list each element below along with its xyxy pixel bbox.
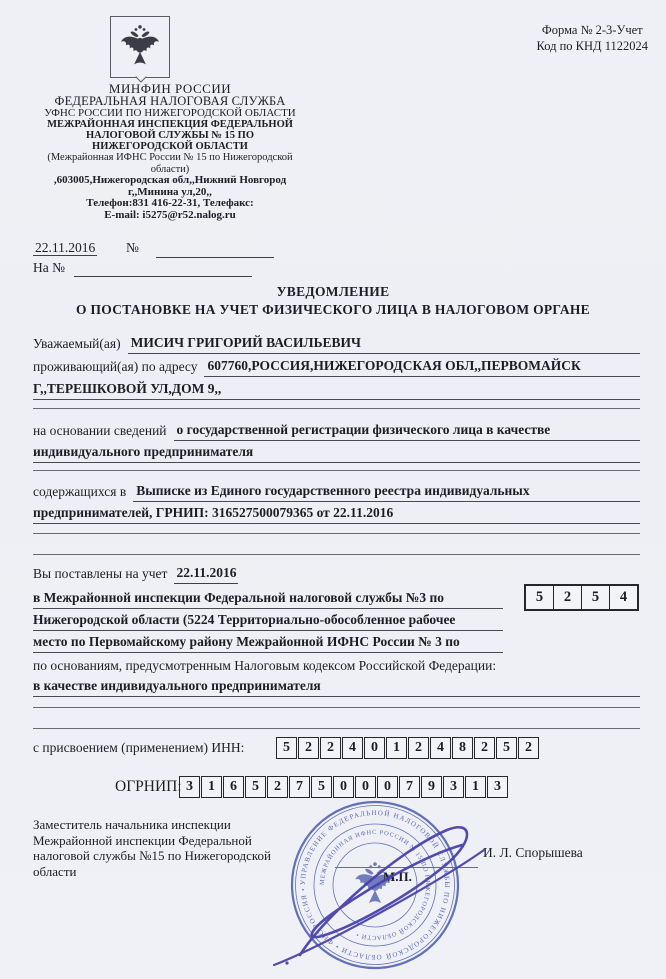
knd-code: Код по КНД 1122024	[536, 39, 648, 53]
basis-value-1: о государственной регистрации физического лица в качестве	[174, 420, 640, 441]
basis-value-2: индивидуального предпринимателя	[33, 442, 640, 463]
grounds-label: по основаниям, предусмотренным Налоговым кодексом Российской Федерации:	[33, 658, 497, 673]
authority-code-digit: 4	[609, 586, 637, 609]
ogrnip-digit: 3	[443, 776, 464, 798]
blank-ruled-line	[33, 687, 640, 708]
date-number-block	[33, 238, 293, 277]
signer-position-line: Межрайонной инспекции Федеральной	[33, 832, 252, 848]
contained-value-1: Выписке из Единого государственного реестра индивидуальных	[133, 481, 640, 502]
stamp-inner-ring-text: МЕЖРАЙОННАЯ ИФНС РОССИИ № 15 ПО НИЖЕГОРОДСКОЙ ОБЛАСТИ •	[318, 828, 432, 942]
inn-digit: 2	[298, 737, 319, 759]
grounds-label-line	[33, 655, 640, 676]
contained-line-1	[33, 481, 640, 502]
number-label: №	[126, 240, 139, 255]
ogrnip-label: ОГРНИП:	[115, 778, 182, 795]
inn-digit: 2	[474, 737, 495, 759]
inn-digit: 1	[386, 737, 407, 759]
blank-ruled-line	[33, 513, 640, 534]
stamp-outer-ring-text: УПРАВЛЕНИЕ ФЕДЕРАЛЬНОЙ НАЛОГОВОЙ СЛУЖБЫ ПО НИЖЕГОРОДСКОЙ ОБЛАСТИ • ФНС РОССИЯ •	[298, 808, 452, 962]
authority-code-digit: 5	[535, 589, 544, 605]
registered-label: Вы поставлены на учет	[33, 566, 168, 581]
handwritten-signature	[240, 795, 530, 979]
letterhead-line: ФЕДЕРАЛЬНАЯ НАЛОГОВАЯ СЛУЖБА	[54, 94, 286, 108]
registered-date: 22.11.2016	[174, 563, 238, 584]
reply-row	[33, 258, 293, 277]
address-value-1: 607760,РОССИЯ,НИЖЕГОРОДСКАЯ ОБЛ,,ПЕРВОМАЙСК	[204, 356, 640, 377]
inn-digit: 2	[320, 737, 341, 759]
inn-row	[33, 740, 640, 756]
inn-digit: 5	[496, 737, 517, 759]
blank-ruled-line	[33, 450, 640, 471]
letterhead-line: ,603005,Нижегородская обл,,Нижний Новгород	[53, 174, 287, 186]
letterhead-line: МЕЖРАЙОННАЯ ИНСПЕКЦИЯ ФЕДЕРАЛЬНОЙ	[47, 119, 293, 130]
title-line-2: О ПОСТАНОВКЕ НА УЧЕТ ФИЗИЧЕСКОГО ЛИЦА В НАЛОГОВОМ ОРГАНЕ	[75, 302, 590, 317]
number-blank-line	[156, 242, 274, 258]
ogrnip-digit: 9	[421, 776, 442, 798]
inn-digit-boxes	[276, 737, 539, 759]
reply-blank-line	[74, 261, 252, 277]
signer-position-line: Заместитель начальника инспекции	[33, 817, 231, 832]
seal-place-mark: М.П.	[383, 869, 412, 884]
blank-ruled-line	[33, 388, 640, 409]
ogrnip-digit: 1	[201, 776, 222, 798]
ogrnip-digit: 6	[223, 776, 244, 798]
authority-value-3: место по Первомайскому району Межрайонной ИФНС России № 3 по	[33, 632, 503, 653]
letterhead-line: Телефон:831 416-22-31, Телефакс:	[86, 197, 254, 209]
ogrnip-digit: 0	[377, 776, 398, 798]
registered-line	[33, 563, 640, 584]
coat-of-arms-box	[110, 16, 170, 78]
grounds-value: в качестве индивидуального предпринимателя	[33, 676, 640, 697]
authority-value-2: Нижегородской области (5224 Территориально-обособленное рабочее	[33, 610, 503, 631]
person-name: МИСИЧ ГРИГОРИЙ ВАСИЛЬЕВИЧ	[128, 333, 640, 354]
ogrnip-digit: 3	[487, 776, 508, 798]
letterhead-line: г,,Минина ул,20,,	[128, 185, 212, 198]
blank-ruled-line	[33, 708, 640, 729]
letterhead-line: E-mail: i5275@r52.nalog.ru	[104, 208, 236, 221]
inn-digit: 2	[518, 737, 539, 759]
ogrnip-digit: 7	[399, 776, 420, 798]
authority-code-box	[524, 584, 639, 611]
address-label: проживающий(ая) по адресу	[33, 359, 198, 374]
address-value-2: Г,,ТЕРЕШКОВОЙ УЛ,ДОМ 9,,	[33, 379, 640, 400]
address-line-1	[33, 356, 640, 377]
salutation-line	[33, 333, 640, 354]
ogrnip-digit: 1	[465, 776, 486, 798]
authority-line-2	[33, 610, 503, 631]
letterhead	[5, 82, 335, 221]
letterhead-line: (Межрайонная ИФНС России № 15 по Нижегородской	[47, 152, 293, 163]
inn-digit: 4	[342, 737, 363, 759]
inn-label: с присвоением (применением) ИНН:	[33, 740, 245, 755]
ogrnip-digit: 3	[179, 776, 200, 798]
inn-digit: 4	[430, 737, 451, 759]
title-line-1: УВЕДОМЛЕНИЕ	[276, 284, 390, 299]
letterhead-line: МИНФИН РОССИИ	[108, 81, 232, 96]
inn-digit: 2	[408, 737, 429, 759]
authority-line-1	[33, 588, 503, 609]
document-title	[0, 283, 666, 319]
inn-digit: 8	[452, 737, 473, 759]
authority-value-1: в Межрайонной инспекции Федеральной налоговой службы №3 по	[33, 588, 503, 609]
form-code-block	[537, 22, 648, 54]
signer-position-line: области	[33, 863, 77, 879]
ogrnip-digit: 5	[311, 776, 332, 798]
letterhead-line: области)	[150, 163, 190, 175]
form-number: Форма № 2-3-Учет	[541, 23, 643, 37]
contained-label: содержащихся в	[33, 484, 127, 499]
contained-value-2: предпринимателей, ГРНИП: 316527500079365 от 22.11.2016	[33, 503, 640, 524]
authority-line-3	[33, 632, 503, 653]
authority-code-digit: 5	[581, 586, 609, 609]
reply-label: На №	[33, 260, 65, 275]
salutation-label: Уважаемый(ая)	[33, 336, 121, 351]
letterhead-line: НИЖЕГОРОДСКОЙ ОБЛАСТИ	[92, 141, 248, 152]
ogrnip-digit: 0	[333, 776, 354, 798]
basis-label: на основании сведений	[33, 423, 167, 438]
letterhead-line: НАЛОГОВОЙ СЛУЖБЫ № 15 ПО	[85, 130, 255, 141]
basis-line-1	[33, 420, 640, 441]
letterhead-line: УФНС РОССИИ ПО НИЖЕГОРОДСКОЙ ОБЛАСТИ	[44, 107, 296, 119]
signer-name: И. Л. Спорышева	[483, 845, 583, 860]
ogrnip-digit: 7	[289, 776, 310, 798]
double-eagle-icon	[118, 21, 162, 71]
inn-digit: 5	[276, 737, 297, 759]
document-date: 22.11.2016	[35, 240, 96, 255]
inn-digit: 0	[364, 737, 385, 759]
blank-ruled-line	[33, 534, 640, 555]
ogrnip-digit: 5	[245, 776, 266, 798]
authority-code-digit: 2	[553, 586, 581, 609]
ogrnip-digit: 0	[355, 776, 376, 798]
ogrnip-digit: 2	[267, 776, 288, 798]
date-row	[33, 238, 293, 258]
signer-position-line: налоговой службы №15 по Нижегородской	[33, 848, 272, 863]
